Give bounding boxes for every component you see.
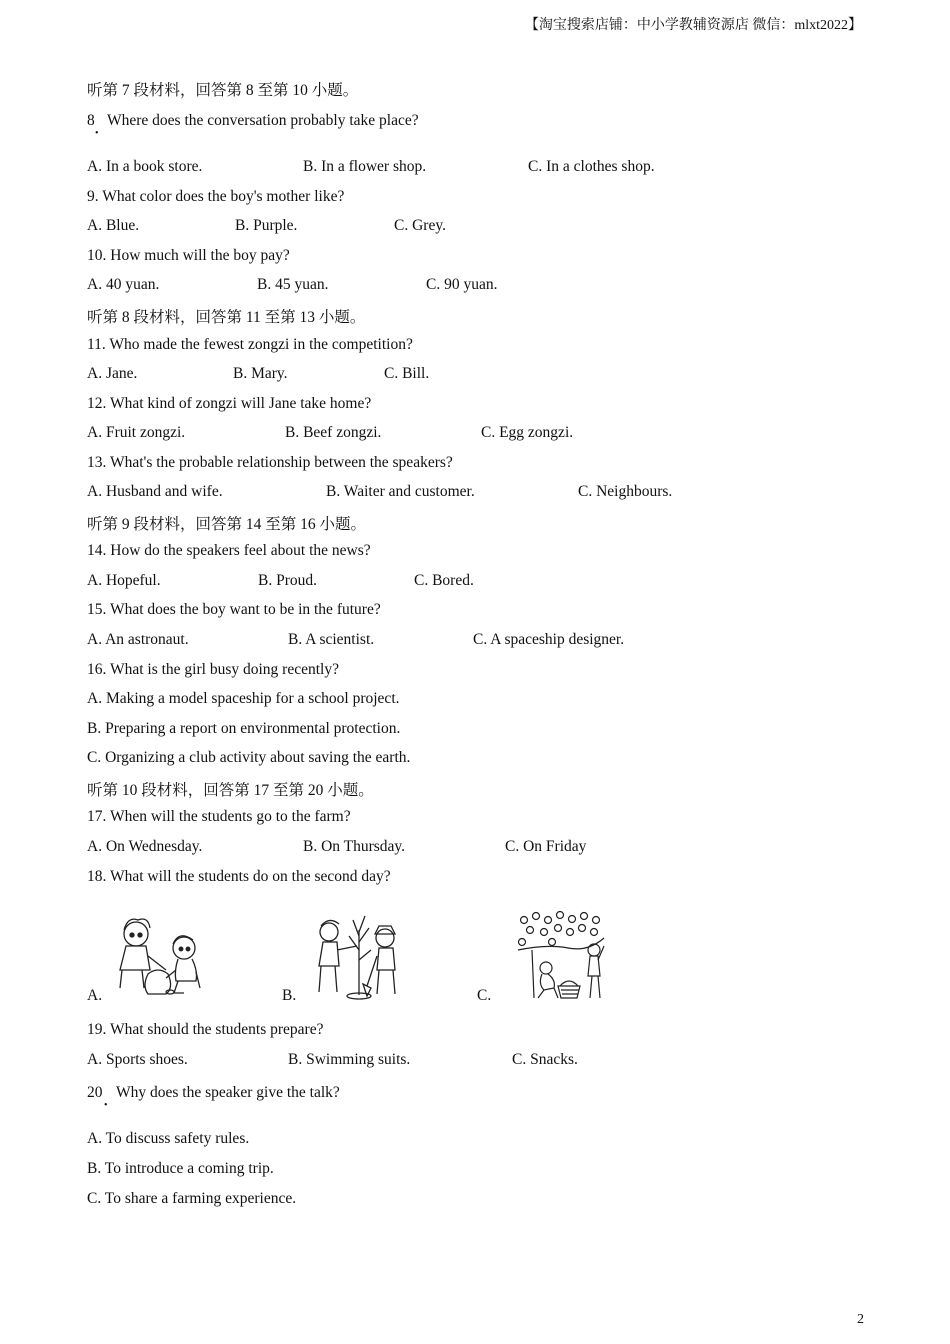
question-13-option-a[interactable]: A. Husband and wife. <box>87 483 223 500</box>
question-15-option-a[interactable]: A. An astronaut. <box>87 631 189 648</box>
question-16-option-b[interactable]: B. Preparing a report on environmental protection. <box>87 720 401 737</box>
question-15-text: 15. What does the boy want to be in the future? <box>87 601 381 618</box>
question-8-option-b[interactable]: B. In a flower shop. <box>303 158 427 175</box>
question-17-option-b[interactable]: B. On Thursday. <box>303 838 406 855</box>
question-8-text: Where does the conversation probably take place? <box>107 112 419 129</box>
question-15-option-c[interactable]: C. A spaceship designer. <box>473 631 625 648</box>
question-19-option-a[interactable]: A. Sports shoes. <box>87 1051 188 1068</box>
question-14-option-a[interactable]: A. Hopeful. <box>87 572 161 589</box>
page-header: 【淘宝搜索店铺：中小学教辅资源店 微信：mlxt2022】 <box>524 18 862 33</box>
question-14-text: 14. How do the speakers feel about the news? <box>87 542 371 559</box>
page-number: 2 <box>857 1312 864 1327</box>
question-10-option-a[interactable]: A. 40 yuan. <box>87 276 160 293</box>
question-16-text: 16. What is the girl busy doing recently? <box>87 661 339 678</box>
question-20-option-a[interactable]: A. To discuss safety rules. <box>87 1130 250 1147</box>
picking-up-litter-illustration[interactable] <box>108 912 218 1000</box>
question-19-option-c[interactable]: C. Snacks. <box>512 1051 578 1068</box>
question-11-option-b[interactable]: B. Mary. <box>233 365 288 382</box>
question-16-option-a[interactable]: A. Making a model spaceship for a school project. <box>87 690 400 707</box>
question-18-option-a[interactable]: A. <box>87 987 103 1004</box>
question-11-text: 11. Who made the fewest zongzi in the competition? <box>87 336 413 353</box>
question-9-option-b[interactable]: B. Purple. <box>235 217 298 234</box>
picking-apples-illustration[interactable] <box>514 910 610 1002</box>
question-18-option-c[interactable]: C. <box>477 987 492 1004</box>
question-10-option-b[interactable]: B. 45 yuan. <box>257 276 329 293</box>
question-15-option-b[interactable]: B. A scientist. <box>288 631 375 648</box>
question-8-number: 8 <box>87 112 95 129</box>
question-10-text: 10. How much will the boy pay? <box>87 247 290 264</box>
section-10-instruction: 听第 10 段材料，回答第 17 至第 20 小题。 <box>87 782 374 799</box>
question-10-option-c[interactable]: C. 90 yuan. <box>426 276 498 293</box>
question-12-option-b[interactable]: B. Beef zongzi. <box>285 424 382 441</box>
section-7-instruction: 听第 7 段材料，回答第 8 至第 10 小题。 <box>87 82 359 99</box>
question-8-option-c[interactable]: C. In a clothes shop. <box>528 158 655 175</box>
question-20-option-b[interactable]: B. To introduce a coming trip. <box>87 1160 274 1177</box>
question-14-option-c[interactable]: C. Bored. <box>414 572 474 589</box>
question-13-option-b[interactable]: B. Waiter and customer. <box>326 483 475 500</box>
question-14-option-b[interactable]: B. Proud. <box>258 572 317 589</box>
question-11-option-c[interactable]: C. Bill. <box>384 365 430 382</box>
question-19-text: 19. What should the students prepare? <box>87 1021 324 1038</box>
question-20-option-c[interactable]: C. To share a farming experience. <box>87 1190 297 1207</box>
question-17-text: 17. When will the students go to the farm? <box>87 808 351 825</box>
question-20-number: 20 <box>87 1084 103 1101</box>
question-20-dot: • <box>104 1100 108 1111</box>
question-9-option-a[interactable]: A. Blue. <box>87 217 140 234</box>
planting-trees-illustration[interactable] <box>305 910 415 1000</box>
section-9-instruction: 听第 9 段材料，回答第 14 至第 16 小题。 <box>87 516 367 533</box>
question-9-text: 9. What color does the boy's mother like? <box>87 188 345 205</box>
question-17-option-a[interactable]: A. On Wednesday. <box>87 838 203 855</box>
question-13-text: 13. What's the probable relationship between the speakers? <box>87 454 453 471</box>
question-8-option-a[interactable]: A. In a book store. <box>87 158 203 175</box>
question-8-dot: • <box>95 128 99 139</box>
question-12-text: 12. What kind of zongzi will Jane take home? <box>87 395 372 412</box>
question-20-text: Why does the speaker give the talk? <box>116 1084 340 1101</box>
question-12-option-c[interactable]: C. Egg zongzi. <box>481 424 574 441</box>
question-19-option-b[interactable]: B. Swimming suits. <box>288 1051 411 1068</box>
question-12-option-a[interactable]: A. Fruit zongzi. <box>87 424 186 441</box>
question-9-option-c[interactable]: C. Grey. <box>394 217 446 234</box>
question-18-option-b[interactable]: B. <box>282 987 297 1004</box>
question-11-option-a[interactable]: A. Jane. <box>87 365 138 382</box>
question-17-option-c[interactable]: C. On Friday <box>505 838 587 855</box>
question-18-text: 18. What will the students do on the second day? <box>87 868 391 885</box>
question-13-option-c[interactable]: C. Neighbours. <box>578 483 673 500</box>
question-16-option-c[interactable]: C. Organizing a club activity about saving the earth. <box>87 749 411 766</box>
section-8-instruction: 听第 8 段材料，回答第 11 至第 13 小题。 <box>87 309 366 326</box>
